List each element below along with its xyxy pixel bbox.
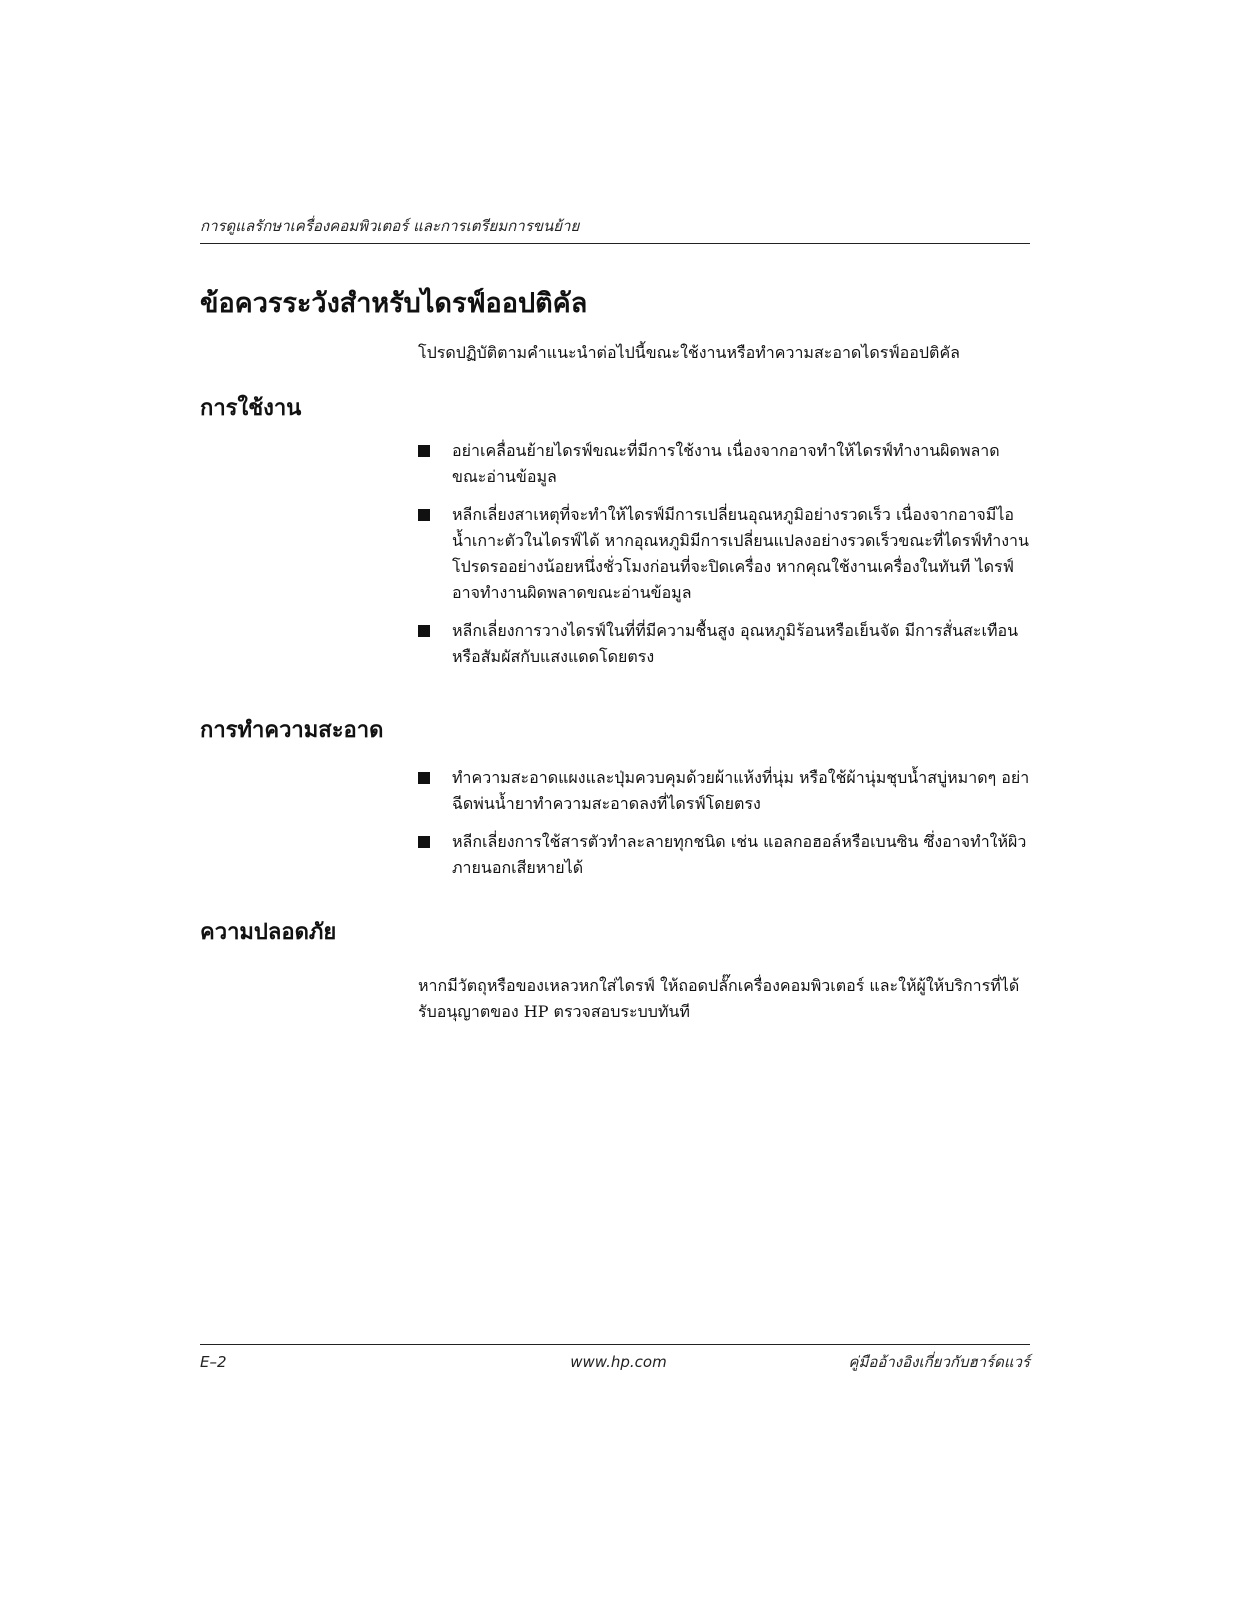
list-item-text: หลีกเลี่ยงสาเหตุที่จะทำให้ไดรฟ์มีการเปลี่ยนอุณหภูมิอย่างรวดเร็ว เนื่องจากอาจมีไอน้ำเกาะตัวในไดรฟ์ได้ หากอุณหภูมิมีการเปลี่ยนแปลงอย่างรวดเร็วขณะที่ไดรฟ์ทำงาน โปรดรออย่างน้อยหนึ่งชั่วโมงก่อนที่จะปิดเครื่อง หากคุณใช้งานเครื่องในทันที ไดรฟ์อาจทำงานผิดพลาดขณะอ่านข้อมูล <box>452 505 1029 602</box>
footer-rule <box>200 1344 1030 1345</box>
bullet-square-icon <box>418 625 430 637</box>
bullet-square-icon <box>418 772 430 784</box>
list-item-text: ทำความสะอาดแผงและปุ่มควบคุมด้วยผ้าแห้งที่นุ่ม หรือใช้ผ้านุ่มชุบน้ำสบู่หมาดๆ อย่าฉีดพ่นน้ำยาทำความสะอาดลงที่ไดรฟ์โดยตรง <box>452 768 1030 813</box>
list-item-text: หลีกเลี่ยงการวางไดรฟ์ในที่ที่มีความชื้นสูง อุณหภูมิร้อนหรือเย็นจัด มีการสั่นสะเทือน หรือสัมผัสกับแสงแดดโดยตรง <box>452 621 1019 666</box>
section-intro: โปรดปฏิบัติตามคำแนะนำต่อไปนี้ขณะใช้งานหรือทำความสะอาดไดรฟ์ออปติคัล <box>418 343 960 362</box>
operation-list <box>418 438 1030 682</box>
list-item-text: หลีกเลี่ยงการใช้สารตัวทำละลายทุกชนิด เช่น แอลกอฮอล์หรือเบนซิน ซึ่งอาจทำให้ผิวภายนอกเสียหายได้ <box>452 832 1027 877</box>
page-number: E–2 <box>200 1353 227 1371</box>
safety-text: หากมีวัตถุหรือของเหลวหกใส่ไดรฟ์ ให้ถอดปลั๊กเครื่องคอมพิวเตอร์ และให้ผู้ให้บริการที่ได้รับอนุญาตของ HP ตรวจสอบระบบทันที <box>418 976 1020 1021</box>
cleaning-heading: การทำความสะอาด <box>200 717 384 743</box>
list-item <box>418 502 1030 606</box>
header-rule <box>200 243 1030 244</box>
bullet-square-icon <box>418 509 430 521</box>
bullet-square-icon <box>418 445 430 457</box>
list-item <box>418 618 1030 670</box>
list-item <box>418 765 1030 817</box>
list-item-text: อย่าเคลื่อนย้ายไดรฟ์ขณะที่มีการใช้งาน เนื่องจากอาจทำให้ไดรฟ์ทำงานผิดพลาดขณะอ่านข้อมูล <box>452 441 1000 486</box>
operation-heading: การใช้งาน <box>200 395 302 421</box>
footer-book-title: คู่มืออ้างอิงเกี่ยวกับฮาร์ดแวร์ <box>848 1353 1030 1371</box>
section-title: ข้อควรระวังสำหรับไดรฟ์ออปติคัล <box>200 288 588 319</box>
bullet-square-icon <box>418 836 430 848</box>
list-item <box>418 829 1030 881</box>
safety-heading: ความปลอดภัย <box>200 919 337 945</box>
cleaning-list <box>418 765 1030 893</box>
running-header: การดูแลรักษาเครื่องคอมพิวเตอร์ และการเตรียมการขนย้าย <box>200 217 580 235</box>
list-item <box>418 438 1030 490</box>
footer-website: www.hp.com <box>570 1353 667 1371</box>
